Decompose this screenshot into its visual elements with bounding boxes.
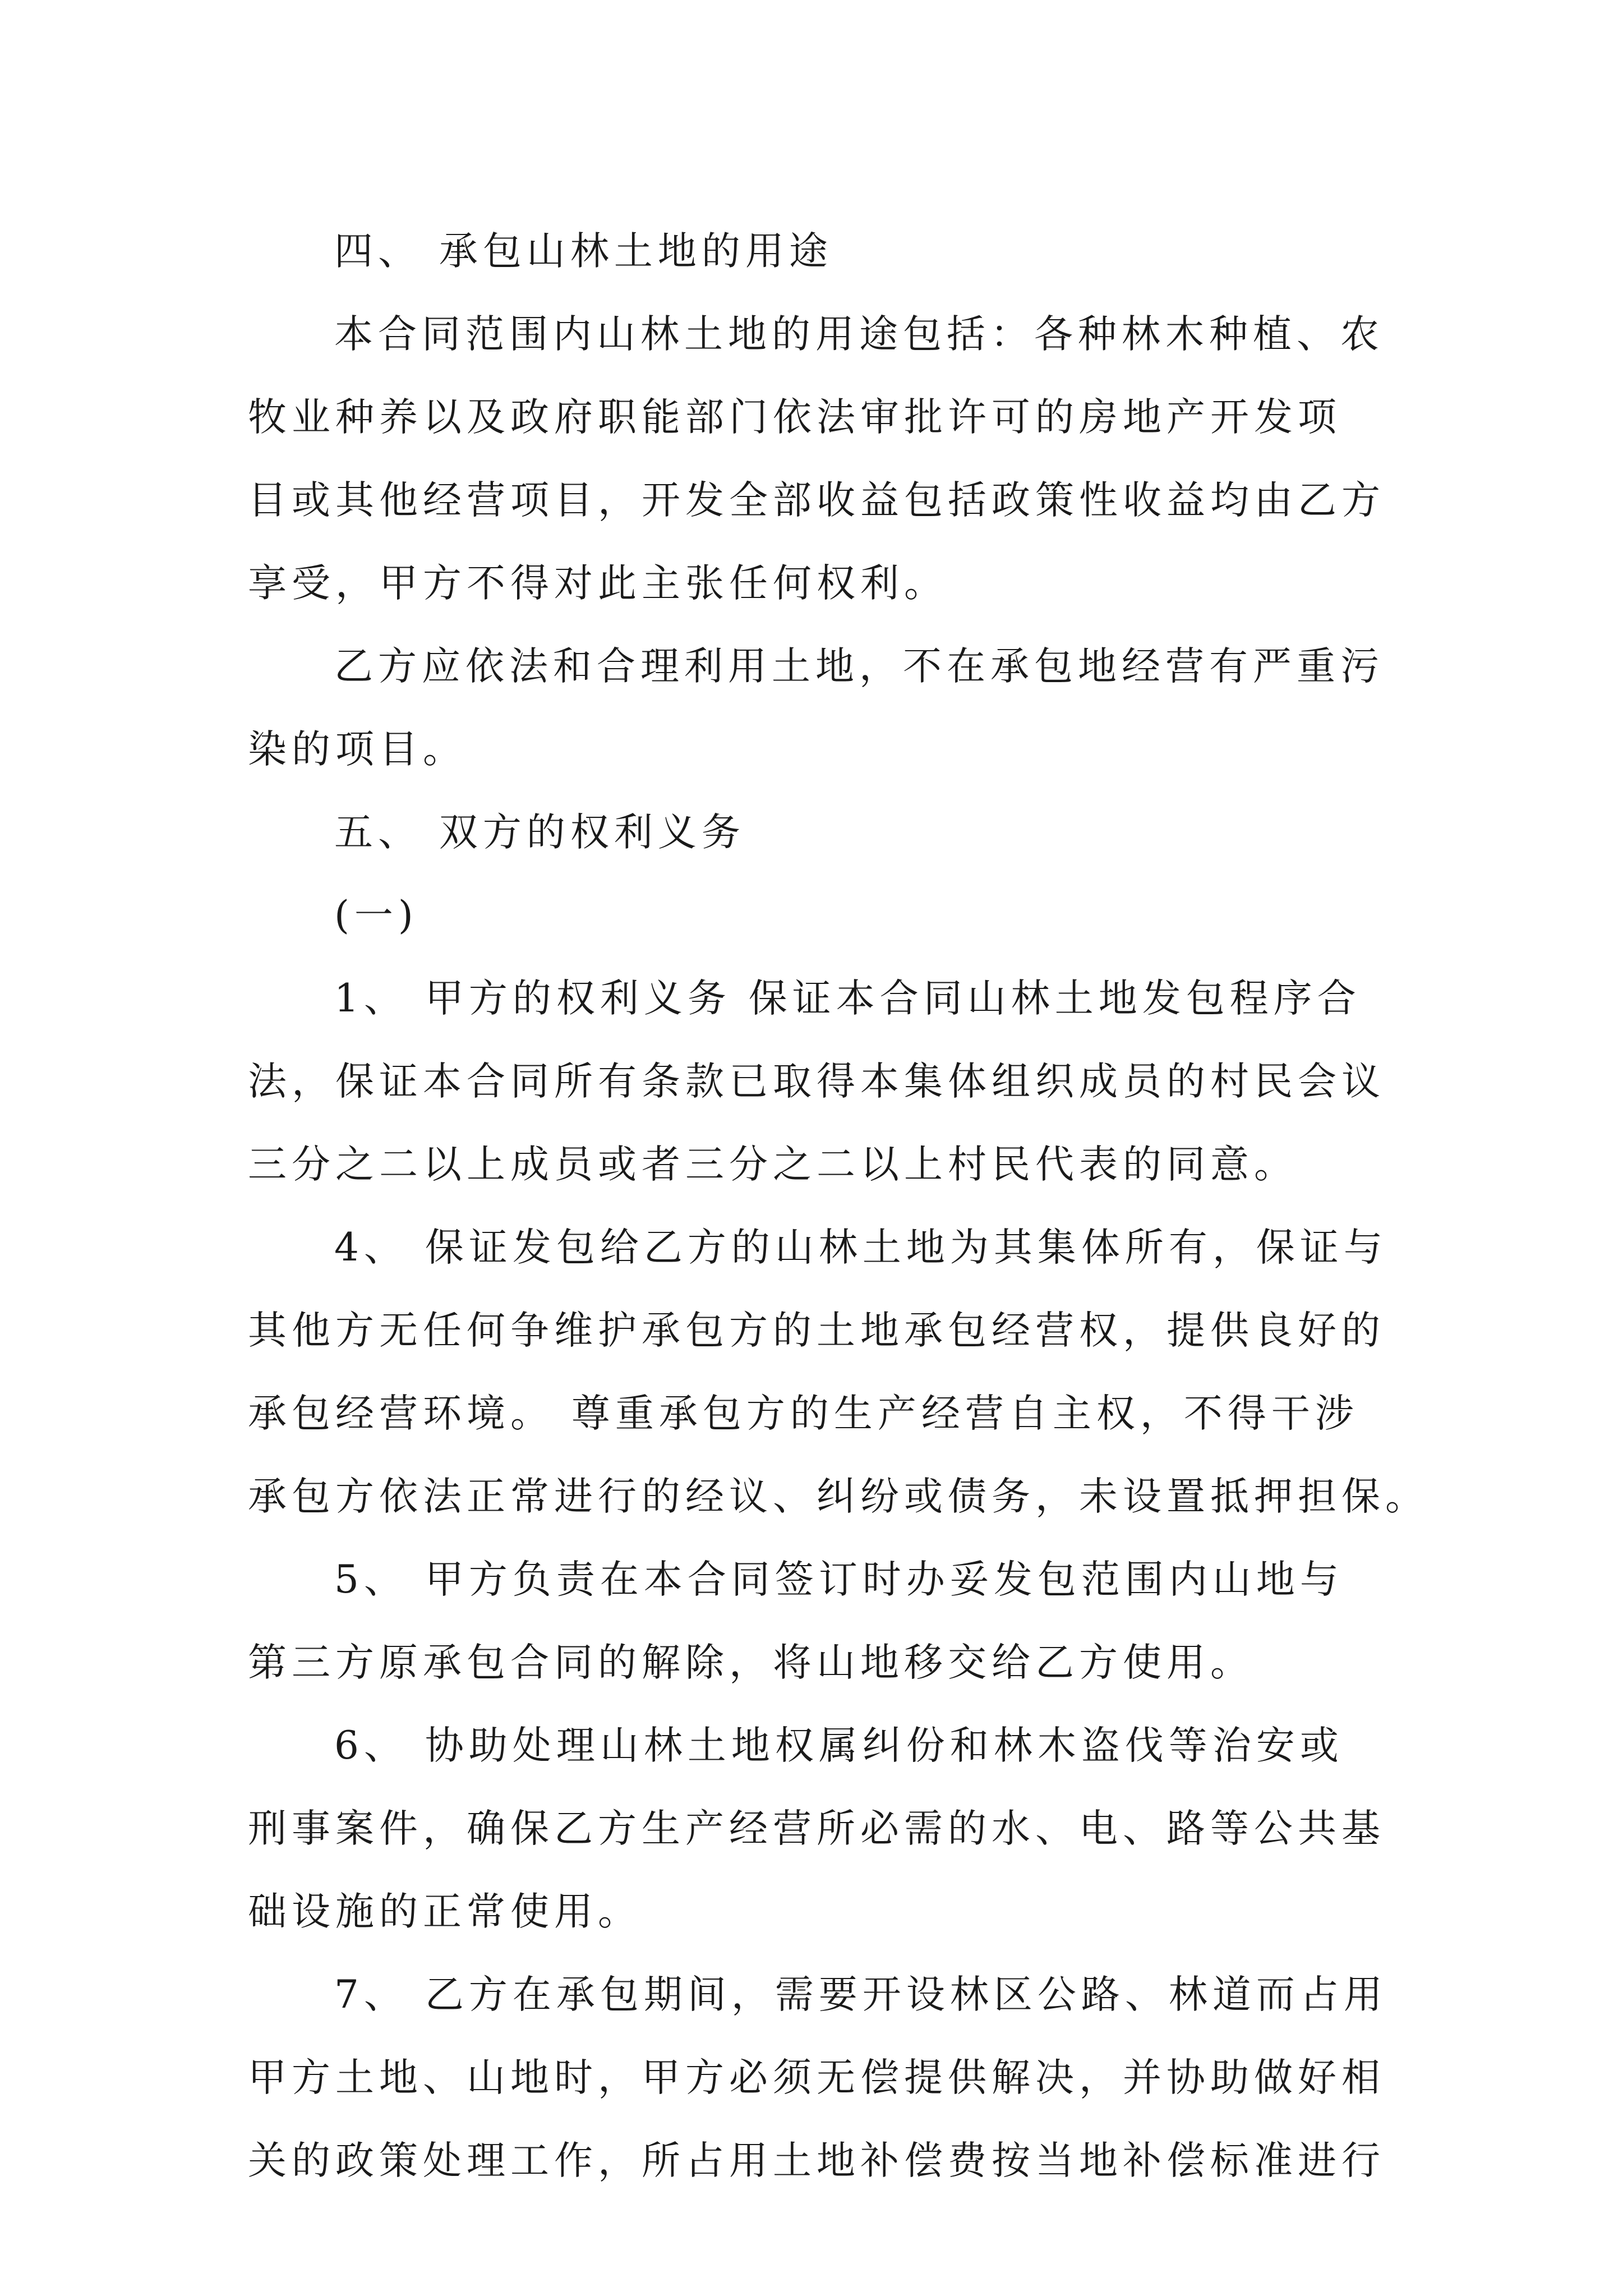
paragraph-line: 染的项目。	[248, 727, 467, 772]
clause-line: 础设施的正常使用。	[248, 1889, 642, 1934]
clause-line: 三分之二以上成员或者三分之二以上村民代表的同意。	[248, 1142, 1298, 1187]
paragraph-line: 乙方应依法和合理利用土地，不在承包地经营有严重污	[334, 644, 1384, 689]
clause-line: 承包方依法正常进行的经议、纠纷或债务，未设置抵押担保。	[248, 1474, 1429, 1519]
clause-line: 关的政策处理工作，所占用土地补偿费按当地补偿标准进行	[248, 2138, 1385, 2183]
document-body	[248, 210, 1429, 2202]
clause-line: 7、 乙方在承包期间，需要开设林区公路、林道而占用	[334, 1972, 1387, 2017]
clause-line: 5、 甲方负责在本合同签订时办妥发包范围内山地与	[334, 1557, 1344, 1602]
paragraph-line: 享受，甲方不得对此主张任何权利。	[248, 561, 948, 606]
clause-line: 承包经营环境。 尊重承包方的生产经营自主权，不得干涉	[248, 1391, 1359, 1436]
paragraph-line: 牧业种养以及政府职能部门依法审批许可的房地产开发项	[248, 395, 1341, 440]
clause-line: 第三方原承包合同的解除，将山地移交给乙方使用。	[248, 1640, 1254, 1685]
clause-line: 4、 保证发包给乙方的山林土地为其集体所有，保证与	[334, 1225, 1387, 1270]
subsection-number: (一)	[334, 893, 418, 938]
clause-line: 1、 甲方的权利义务 保证本合同山林土地发包程序合	[334, 976, 1361, 1021]
clause-line: 甲方土地、山地时，甲方必须无偿提供解决，并协助做好相	[248, 2055, 1385, 2100]
section-heading-rights: 五、 双方的权利义务	[334, 810, 745, 855]
clause-line: 法，保证本合同所有条款已取得本集体组织成员的村民会议	[248, 1059, 1385, 1104]
clause-line: 其他方无任何争维护承包方的土地承包经营权，提供良好的	[248, 1308, 1385, 1353]
clause-line: 6、 协助处理山林土地权属纠份和林木盗伐等治安或	[334, 1723, 1344, 1768]
paragraph-line: 本合同范围内山林土地的用途包括：各种林木种植、农	[334, 312, 1384, 357]
paragraph-line: 目或其他经营项目，开发全部收益包括政策性收益均由乙方	[248, 478, 1385, 523]
section-heading-purpose: 四、 承包山林土地的用途	[334, 229, 833, 274]
clause-line: 刑事案件，确保乙方生产经营所必需的水、电、路等公共基	[248, 1806, 1385, 1851]
